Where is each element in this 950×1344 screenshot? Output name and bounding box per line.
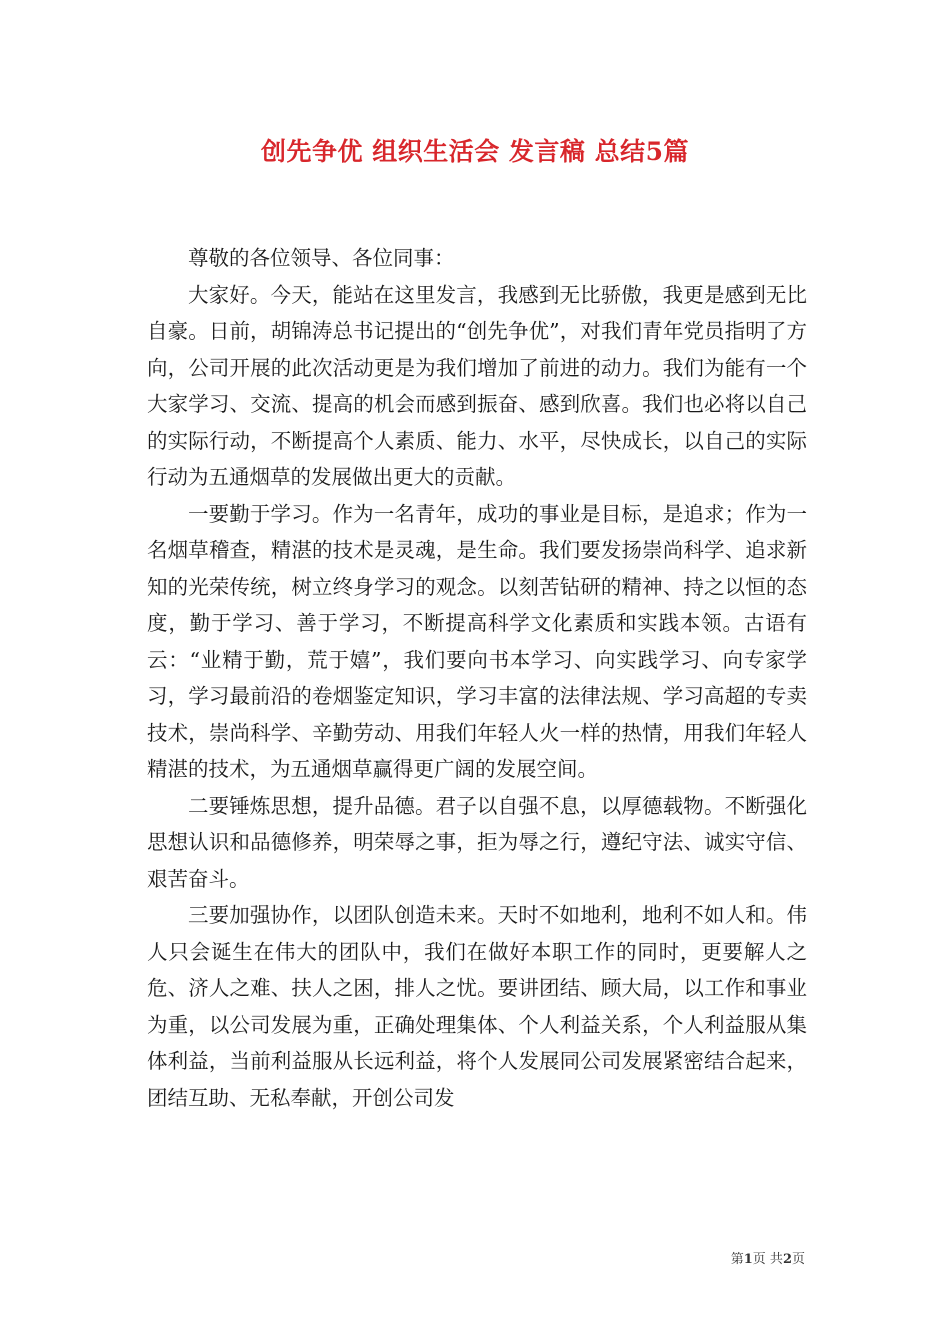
document-body: [147, 240, 807, 1116]
footer-middle: 页 共: [752, 1252, 783, 1267]
paragraph-1: 大家好。今天，能站在这里发言，我感到无比骄傲，我更是感到无比自豪。日前，胡锦涛总书记提出的“创先争优”，对我们青年党员指明了方向，公司开展的此次活动更是为我们增加了前进的动力。我们为能有一个大家学习、交流、提高的机会而感到振奋、感到欣喜。我们也必将以自己的实际行动，不断提高个人素质、能力、水平，尽快成长，以自己的实际行动为五通烟草的发展做出更大的贡献。: [147, 282, 807, 489]
page-footer: [731, 1248, 805, 1267]
paragraph-3: 二要锤炼思想，提升品德。君子以自强不息，以厚德载物。不断强化思想认识和品德修养，明荣辱之事，拒为辱之行，遵纪守法、诚实守信、艰苦奋斗。: [147, 793, 807, 891]
paragraph-4: 三要加强协作，以团队创造未来。天时不如地利，地利不如人和。伟人只会诞生在伟大的团队中，我们在做好本职工作的同时，更要解人之危、济人之难、扶人之困，排人之忧。要讲团结、顾大局，以工作和事业为重，以公司发展为重，正确处理集体、个人利益关系，个人利益服从集体利益，当前利益服从长远利益，将个人发展同公司发展紧密结合起来，团结互助、无私奉献，开创公司发: [147, 903, 807, 1110]
document-title: 创先争优 组织生活会 发言稿 总结5篇: [260, 137, 689, 166]
footer-current-page: 1: [743, 1252, 753, 1267]
footer-total-pages: 2: [782, 1252, 792, 1267]
footer-suffix: 页: [791, 1252, 805, 1267]
footer-prefix: 第: [730, 1252, 744, 1267]
paragraph-2: 一要勤于学习。作为一名青年，成功的事业是目标，是追求；作为一名烟草稽查，精湛的技术是灵魂，是生命。我们要发扬崇尚科学、追求新知的光荣传统，树立终身学习的观念。以刻苦钻研的精神、持之以恒的态度，勤于学习、善于学习，不断提高科学文化素质和实践本领。古语有云：“业精于勤，荒于嬉”，我们要向书本学习、向实践学习、向专家学习，学习最前沿的卷烟鉴定知识，学习丰富的法律法规、学习高超的专卖技术，崇尚科学、辛勤劳动、用我们年轻人火一样的热情，用我们年轻人精湛的技术，为五通烟草赢得更广阔的发展空间。: [147, 501, 807, 781]
salutation: 尊敬的各位领导、各位同事：: [188, 246, 455, 270]
